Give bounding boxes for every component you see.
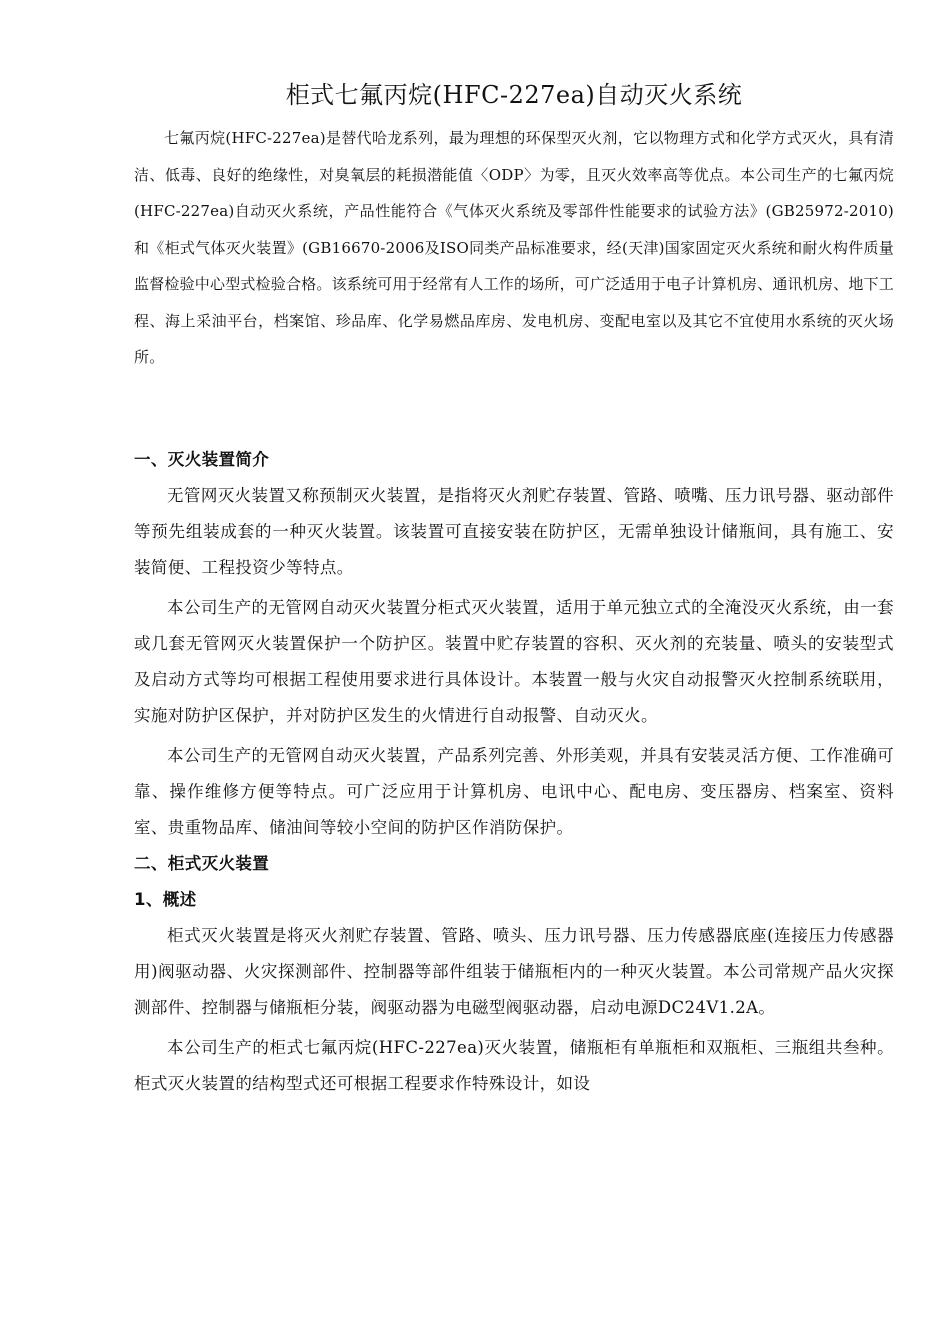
section1-paragraph-1: 无管网灭火装置又称预制灭火装置，是指将灭火剂贮存装置、管路、喷嘴、压力讯号器、驱动部件等预先组装成套的一种灭火装置。该装置可直接安装在防护区，无需单独设计储瓶间，具有施工、安装简便、工程投资少等特点。 [134, 485, 894, 577]
intro-paragraph: 七氟丙烷(HFC-227ea)是替代哈龙系列，最为理想的环保型灭火剂，它以物理方式和化学方式灭火，具有清洁、低毒、良好的绝缘性，对臭氧层的耗损潜能值〈ODP〉为零，且灭火效率高等优点。本公司生产的七氟丙烷(HFC-227ea)自动灭火系统，产品性能符合《气体灭火系统及零部件性能要求的试验方法》(GB25972-2010)和《柜式气体灭火装置》(GB16670-2006及ISO同类产品标准要求，经(天津)国家固定灭火系统和耐火构件质量监督检验中心型式检验合格。该系统可用于经常有人工作的场所，可广泛适用于电子计算机房、通讯机房、地下工程、海上采油平台，档案馆、珍品库、化学易燃品库房、发电机房、变配电室以及其它不宜使用水系统的灭火场所。 [134, 129, 895, 366]
section1-paragraph-2: 本公司生产的无管网自动灭火装置分柜式灭火装置，适用于单元独立式的全淹没灭火系统，由一套或几套无管网灭火装置保护一个防护区。装置中贮存装置的容积、灭火剂的充装量、喷头的安装型式及启动方式等均可根据工程使用要求进行具体设计。本装置一般与火灾自动报警灭火控制系统联用，实施对防护区保护，并对防护区发生的火情进行自动报警、自动灭火。 [134, 597, 894, 725]
section-spacer [134, 376, 894, 442]
section1-paragraph-3: 本公司生产的无管网自动灭火装置，产品系列完善、外形美观，并具有安装灵活方便、工作准确可靠、操作维修方便等特点。可广泛应用于计算机房、电讯中心、配电房、变压器房、档案室、资料室、贵重物品库、储油间等较小空间的防护区作消防保护。 [134, 745, 894, 837]
document-title: 柜式七氟丙烷(HFC-227ea)自动灭火系统 [285, 81, 743, 109]
section-heading-overview: 一、灭火装置简介 [134, 449, 270, 469]
section-heading-cabinet-device: 二、柜式灭火装置 [134, 853, 270, 873]
section2-paragraph-2: 本公司生产的柜式七氟丙烷(HFC-227ea)灭火装置，储瓶柜有单瓶柜和双瓶柜、三瓶组共叁种。柜式灭火装置的结构型式还可根据工程要求作特殊设计，如设 [134, 1037, 894, 1093]
section2-paragraph-1: 柜式灭火装置是将灭火剂贮存装置、管路、喷头、压力讯号器、压力传感器底座(连接压力传感器用)阀驱动器、火灾探测部件、控制器等部件组装于储瓶柜内的一种灭火装置。本公司常规产品火灾探测部件、控制器与储瓶柜分装，阀驱动器为电磁型阀驱动器，启动电源DC24V1.2A。 [134, 925, 894, 1017]
document-body [134, 74, 894, 1102]
subsection-heading-summary: 1、概述 [134, 889, 197, 909]
